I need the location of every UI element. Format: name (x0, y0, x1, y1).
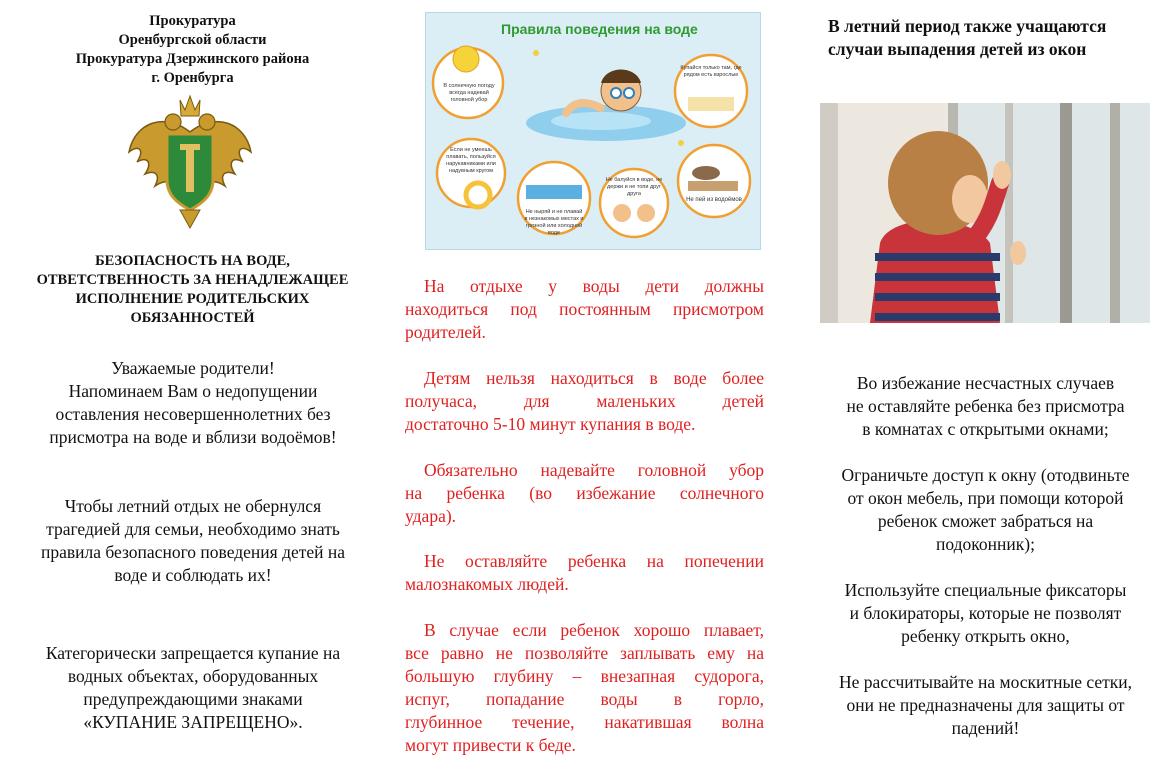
text-line: Не рассчитывайте на москитные сетки, (839, 672, 1132, 692)
strangers-paragraph (405, 550, 764, 596)
text-line: Во избежание несчастных случаев (856, 373, 1115, 393)
windows-heading (828, 15, 1158, 61)
photo-illustration (820, 103, 1150, 323)
window-locks-paragraph (808, 579, 1163, 648)
text-line: Обязательно надевайте головной убор (424, 460, 764, 480)
text-line: все равно не позволяйте заплывать ему на (405, 643, 764, 663)
text-line: Детям нельзя находиться в воде более (424, 368, 764, 388)
org-line: Прокуратура (149, 13, 236, 29)
title-line: ОТВЕТСТВЕННОСТЬ ЗА НЕНАДЛЕЖАЩЕЕ (36, 272, 349, 288)
text-line: получаса, для маленьких детей (405, 391, 764, 411)
text-line: достаточно 5-10 минут купания в воде. (405, 414, 696, 434)
bubble-text: Купайся только там, где рядом есть взрослые (680, 65, 742, 78)
supervision-paragraph (405, 275, 764, 344)
left-panel (0, 0, 385, 765)
text-line: Чтобы летний отдых не обернулся (64, 496, 322, 516)
text-line: предупреждающими знаками (83, 689, 303, 709)
infographic-art (426, 13, 760, 249)
text-line: глубинное течение, накатившая волна (405, 712, 764, 732)
text-line: падений! (951, 718, 1020, 738)
text-line: в комнатах с открытыми окнами; (862, 419, 1109, 439)
text-line: они не предназначены для защиты от (846, 695, 1125, 715)
text-line: водных объектах, оборудованных (67, 666, 319, 686)
text-line: подоконник); (936, 534, 1035, 554)
title-line: БЕЗОПАСНОСТЬ НА ВОДЕ, (95, 253, 290, 269)
text-line: родителей. (405, 322, 486, 342)
mosquito-nets-paragraph (808, 671, 1163, 740)
bubble-text: Не балуйся в воде, не держи и не топи друг друга (605, 177, 663, 197)
bubble-text: Не пей из водоёмов (686, 197, 742, 203)
text-line: большую глубину – внезапная судорога, (405, 666, 764, 686)
supervision-windows-paragraph (808, 372, 1163, 441)
text-line: ребенок сможет забраться на (877, 511, 1094, 531)
bubble-text: Не ныряй и не плавай в незнакомых местах и грязной или холодной воде (524, 209, 584, 236)
prosecutor-emblem-icon (125, 92, 255, 232)
text-line: «КУПАНИЕ ЗАПРЕЩЕНО». (83, 712, 303, 732)
deep-water-paragraph (405, 619, 764, 757)
text-line: малознакомых людей. (405, 574, 569, 594)
title-line: ИСПОЛНЕНИЕ РОДИТЕЛЬСКИХ (75, 291, 310, 307)
org-line: г. Оренбурга (151, 70, 234, 86)
restrict-access-paragraph (808, 464, 1163, 556)
text-line: находиться под постоянным присмотром (405, 299, 764, 319)
text-line: испуг, попадание воды в горло, (405, 689, 764, 709)
text-line: воде и соблюдать их! (114, 565, 272, 585)
greeting-paragraph (8, 357, 378, 449)
leaflet-title (10, 252, 375, 328)
text-line: на ребенка (во избежание солнечного (405, 483, 764, 503)
child-at-window-photo (820, 103, 1150, 323)
time-in-water-paragraph (405, 367, 764, 436)
text-line: трагедией для семьи, необходимо знать (46, 519, 340, 539)
text-line: правила безопасного поведения детей на (40, 542, 346, 562)
organization-header (0, 12, 385, 88)
text-line: могут привести к беде. (405, 735, 576, 755)
text-line: от окон мебель, при помощи которой (847, 488, 1124, 508)
text-line: Уважаемые родители! (111, 358, 275, 378)
org-line: Прокуратура Дзержинского района (75, 51, 310, 67)
text-line: Не оставляйте ребенка на попечении (424, 551, 764, 571)
text-line: На отдыхе у воды дети должны (424, 276, 764, 296)
heading-line: случаи выпадения детей из окон (828, 39, 1087, 59)
text-line: и блокираторы, которые не позволят (849, 603, 1122, 623)
text-line: Категорически запрещается купание на (45, 643, 341, 663)
org-line: Оренбургской области (118, 32, 267, 48)
text-line: присмотра на воде и вблизи водоёмов! (49, 427, 337, 447)
text-line: не оставляйте ребенка без присмотра (846, 396, 1125, 416)
heading-line: В летний период также учащаются (828, 16, 1107, 36)
text-line: Используйте специальные фиксаторы (844, 580, 1127, 600)
title-line: ОБЯЗАННОСТЕЙ (130, 310, 255, 326)
infographic-title: Правила поведения на воде (501, 21, 698, 37)
text-line: ребенку открыть окно, (901, 626, 1070, 646)
text-line: оставления несовершеннолетних без (55, 404, 331, 424)
water-rules-infographic (425, 12, 761, 250)
bubble-text: Если не умеешь плавать, пользуйся нарукавниками или надувным кругом (446, 147, 496, 174)
summer-rest-paragraph (8, 495, 378, 587)
text-line: Ограничьте доступ к окну (отодвиньте (841, 465, 1130, 485)
text-line: удара). (405, 506, 457, 526)
swimming-ban-paragraph (8, 642, 378, 734)
text-line: Напоминаем Вам о недопущении (68, 381, 318, 401)
text-line: В случае если ребенок хорошо плавает, (424, 620, 764, 640)
headwear-paragraph (405, 459, 764, 528)
bubble-text: В солнечную погоду всегда надевай головной убор (443, 83, 495, 103)
